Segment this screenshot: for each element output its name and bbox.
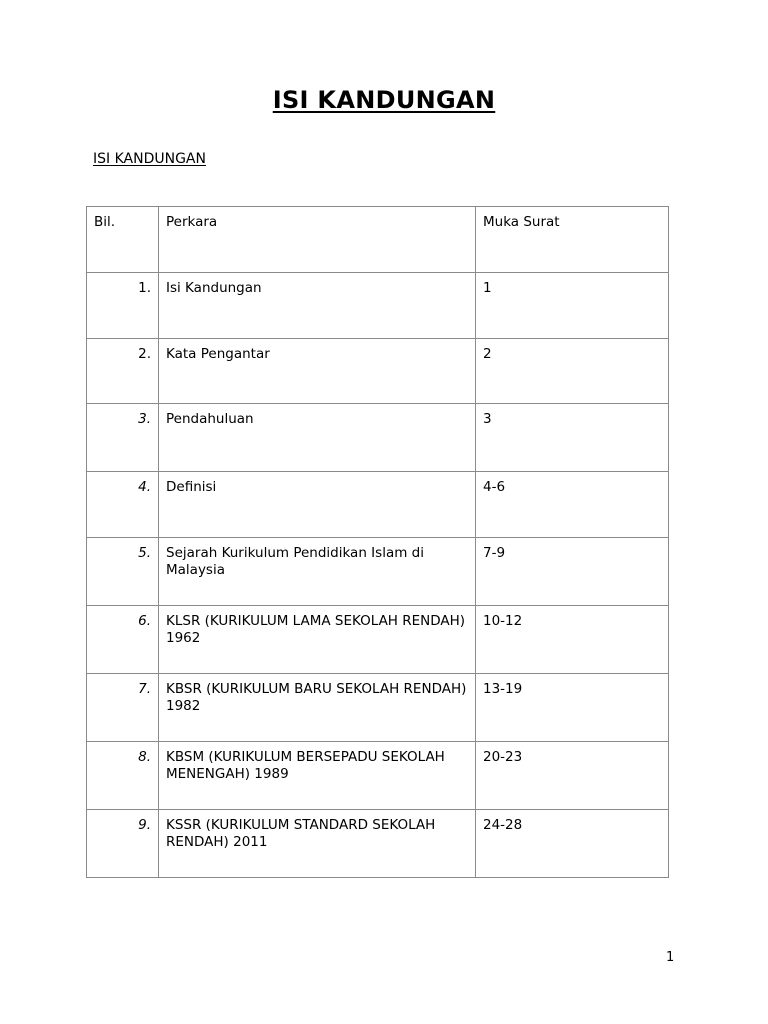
row-item: KSSR (KURIKULUM STANDARD SEKOLAH RENDAH) 2011	[159, 810, 476, 878]
row-page: 2	[476, 339, 669, 404]
row-page: 10-12	[476, 606, 669, 674]
row-item: KBSM (KURIKULUM BERSEPADU SEKOLAH MENENGAH) 1989	[159, 742, 476, 810]
header-muka-surat: Muka Surat	[476, 207, 669, 273]
table-of-contents	[86, 206, 669, 878]
table-row	[87, 810, 669, 878]
row-page: 13-19	[476, 674, 669, 742]
header-bil: Bil.	[87, 207, 159, 273]
row-item: KLSR (KURIKULUM LAMA SEKOLAH RENDAH) 1962	[159, 606, 476, 674]
table-row	[87, 742, 669, 810]
row-number: 6.	[87, 606, 159, 674]
row-page: 7-9	[476, 538, 669, 606]
row-number: 3.	[87, 404, 159, 472]
header-perkara: Perkara	[159, 207, 476, 273]
row-number: 5.	[87, 538, 159, 606]
row-page: 3	[476, 404, 669, 472]
row-page: 1	[476, 273, 669, 339]
row-item: KBSR (KURIKULUM BARU SEKOLAH RENDAH) 1982	[159, 674, 476, 742]
page-title: ISI KANDUNGAN	[272, 86, 496, 114]
row-number: 2.	[87, 339, 159, 404]
row-item: Definisi	[159, 472, 476, 538]
row-number: 1.	[87, 273, 159, 339]
row-item: Sejarah Kurikulum Pendidikan Islam di Malaysia	[159, 538, 476, 606]
row-number: 9.	[87, 810, 159, 878]
table-row	[87, 472, 669, 538]
row-page: 24-28	[476, 810, 669, 878]
table-row	[87, 339, 669, 404]
table-row	[87, 404, 669, 472]
row-number: 7.	[87, 674, 159, 742]
row-number: 4.	[87, 472, 159, 538]
table-row	[87, 273, 669, 339]
row-item: Kata Pengantar	[159, 339, 476, 404]
row-item: Pendahuluan	[159, 404, 476, 472]
row-page: 4-6	[476, 472, 669, 538]
table-row	[87, 538, 669, 606]
table-row	[87, 674, 669, 742]
page-number: 1	[666, 950, 675, 965]
row-item: Isi Kandungan	[159, 273, 476, 339]
row-page: 20-23	[476, 742, 669, 810]
table-row	[87, 606, 669, 674]
table-header-row	[87, 207, 669, 273]
row-number: 8.	[87, 742, 159, 810]
section-heading: ISI KANDUNGAN	[93, 151, 206, 167]
